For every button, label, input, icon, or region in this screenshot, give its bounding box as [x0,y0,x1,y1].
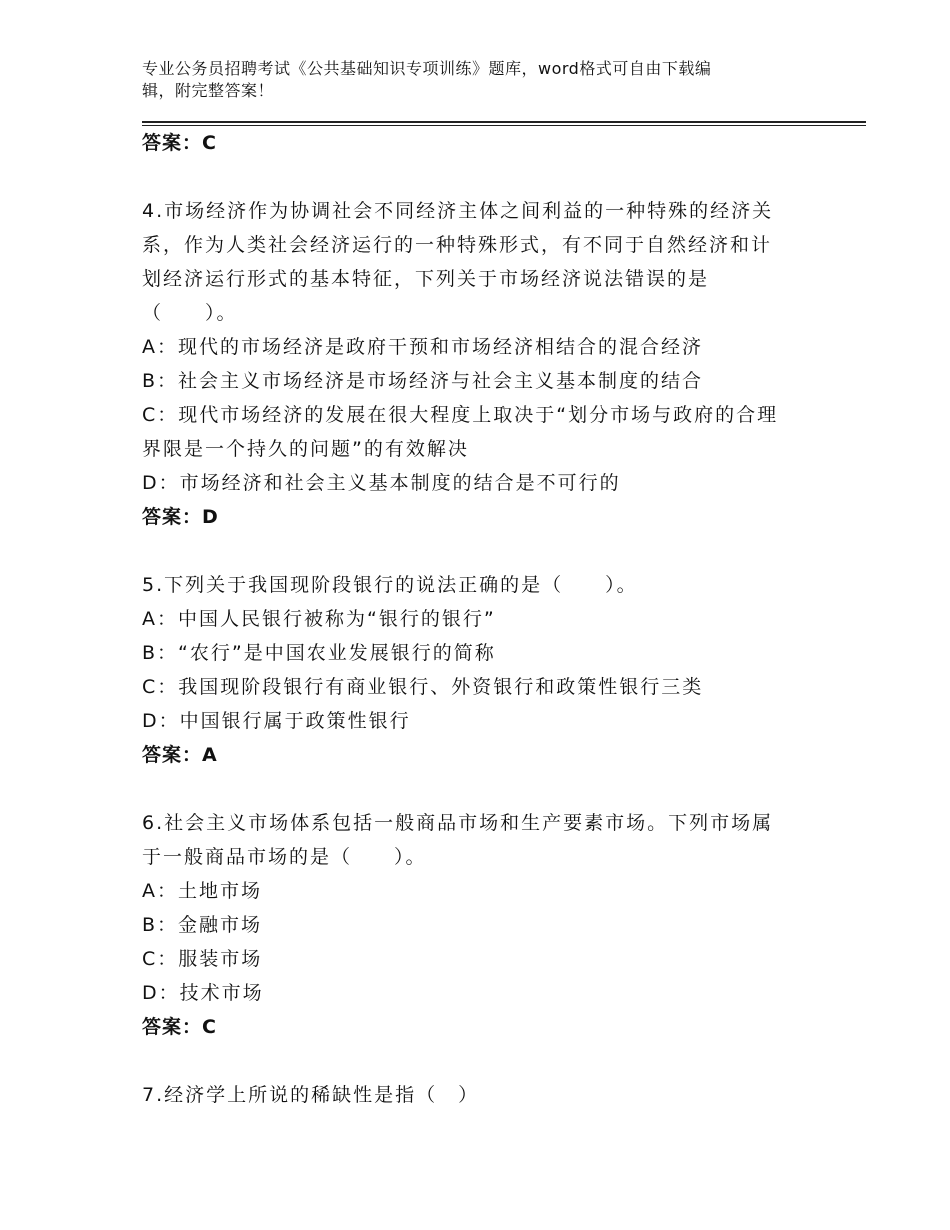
option-c: C：我国现阶段银行有商业银行、外资银行和政策性银行三类 [142,676,704,698]
header-rule-thick [142,121,866,123]
answer: 答案：C [142,1016,217,1038]
header-line-2: 辑，附完整答案！ [142,81,275,100]
question-stem-line: 6.社会主义市场体系包括一般商品市场和生产要素市场。下列市场属 [142,812,774,834]
question-stem-line: （ ）。 [142,302,238,324]
answer: 答案：A [142,744,218,766]
question-6 [142,806,822,1044]
option-c: C：服装市场 [142,948,263,970]
option-c: C：现代市场经济的发展在很大程度上取决于“划分市场与政府的合理 [142,404,779,426]
option-a: A：土地市场 [142,880,262,902]
question-stem-line: 划经济运行形式的基本特征，下列关于市场经济说法错误的是 [142,268,710,290]
option-b: B：“农行”是中国农业发展银行的简称 [142,642,496,664]
option-d: D：中国银行属于政策性银行 [142,710,411,732]
page-header [142,58,792,102]
option-b: B：社会主义市场经济是市场经济与社会主义基本制度的结合 [142,370,704,392]
option-d: D：技术市场 [142,982,264,1004]
question-stem-line: 4.市场经济作为协调社会不同经济主体之间利益的一种特殊的经济关 [142,200,774,222]
question-stem-line: 系，作为人类社会经济运行的一种特殊形式，有不同于自然经济和计 [142,234,773,256]
question-list [142,126,822,1112]
answer: 答案：D [142,506,219,528]
question-5 [142,568,822,772]
option-a: A：中国人民银行被称为“银行的银行” [142,608,496,630]
question-7 [142,1078,822,1112]
question-stem-line: 5.下列关于我国现阶段银行的说法正确的是（ ）。 [142,574,638,596]
question-stem-line: 于一般商品市场的是（ ）。 [142,846,427,868]
header-line-1: 专业公务员招聘考试《公共基础知识专项训练》题库，word格式可自由下载编 [142,59,712,78]
previous-answer: 答案：C [142,132,217,154]
option-b: B：金融市场 [142,914,263,936]
option-a: A：现代的市场经济是政府干预和市场经济相结合的混合经济 [142,336,703,358]
option-c-continued: 界限是一个持久的问题”的有效解决 [142,438,469,460]
option-d: D：市场经济和社会主义基本制度的结合是不可行的 [142,472,621,494]
question-4 [142,194,822,534]
question-stem-line: 7.经济学上所说的稀缺性是指（ ） [142,1084,480,1106]
